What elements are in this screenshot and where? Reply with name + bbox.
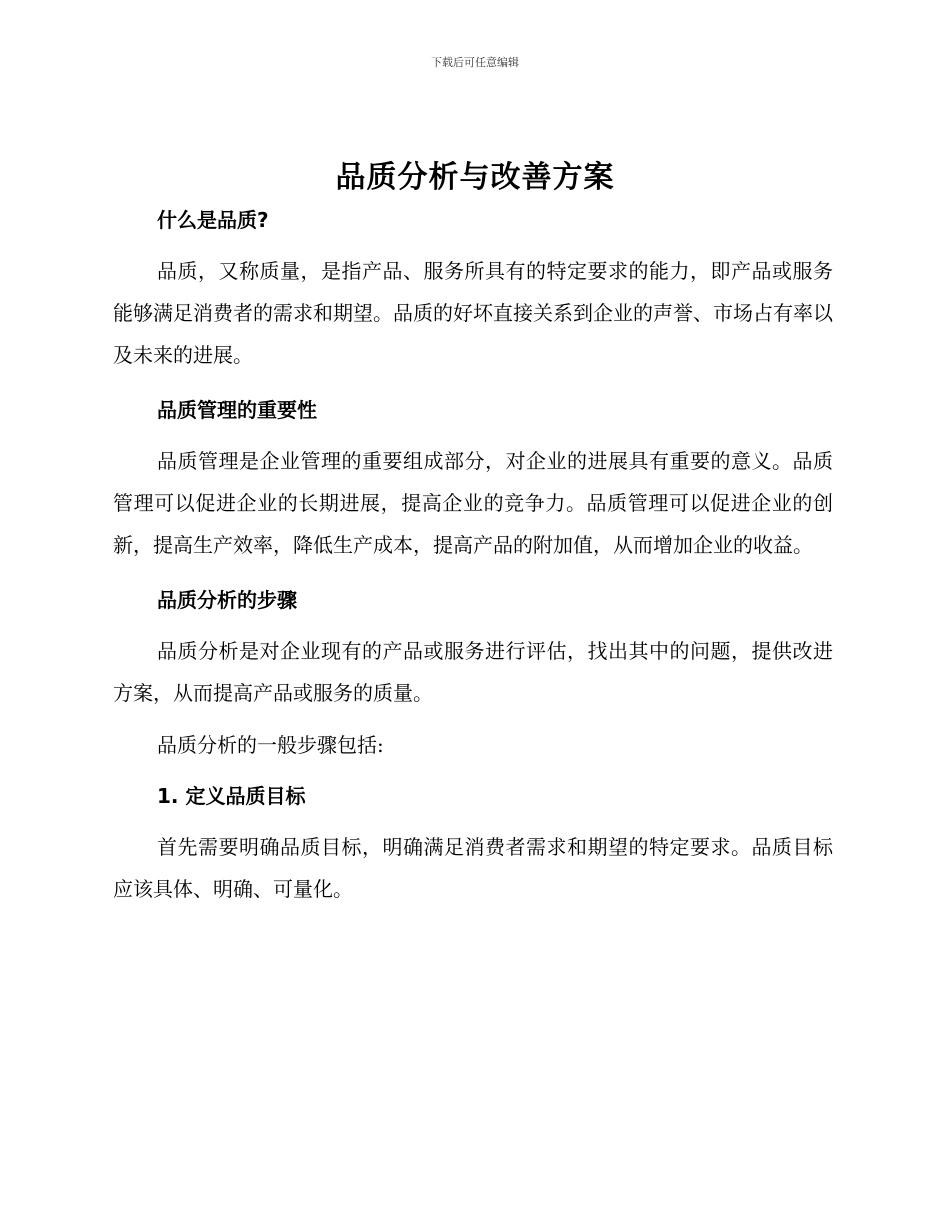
paragraph-analysis-intro: 品质分析是对企业现有的产品或服务进行评估，找出其中的问题，提供改进方案，从而提高产品或服务的质量。 — [113, 639, 833, 705]
section-heading-what-is-quality: 什么是品质? — [157, 208, 269, 232]
section-heading-define-target: 1. 定义品质目标 — [157, 784, 306, 808]
section-heading-importance: 品质管理的重要性 — [157, 398, 317, 422]
paragraph-define-target: 首先需要明确品质目标，明确满足消费者需求和期望的特定要求。品质目标应该具体、明确、可量化。 — [113, 835, 833, 901]
paragraph-quality-definition: 品质，又称质量，是指产品、服务所具有的特定要求的能力，即产品或服务能够满足消费者的需求和期望。品质的好坏直接关系到企业的声誉、市场占有率以及未来的进展。 — [113, 259, 833, 367]
document-body — [113, 200, 833, 910]
paragraph-importance: 品质管理是企业管理的重要组成部分，对企业的进展具有重要的意义。品质管理可以促进企业的长期进展，提高企业的竞争力。品质管理可以促进企业的创新，提高生产效率，降低生产成本，提高产品的附加值，从而增加企业的收益。 — [113, 449, 833, 557]
page-title: 品质分析与改善方案 — [335, 160, 615, 195]
header-note: 下载后可任意编辑 — [431, 56, 519, 69]
paragraph-steps-lead: 品质分析的一般步骤包括: — [157, 733, 384, 757]
section-heading-analysis-steps: 品质分析的步骤 — [157, 588, 297, 612]
